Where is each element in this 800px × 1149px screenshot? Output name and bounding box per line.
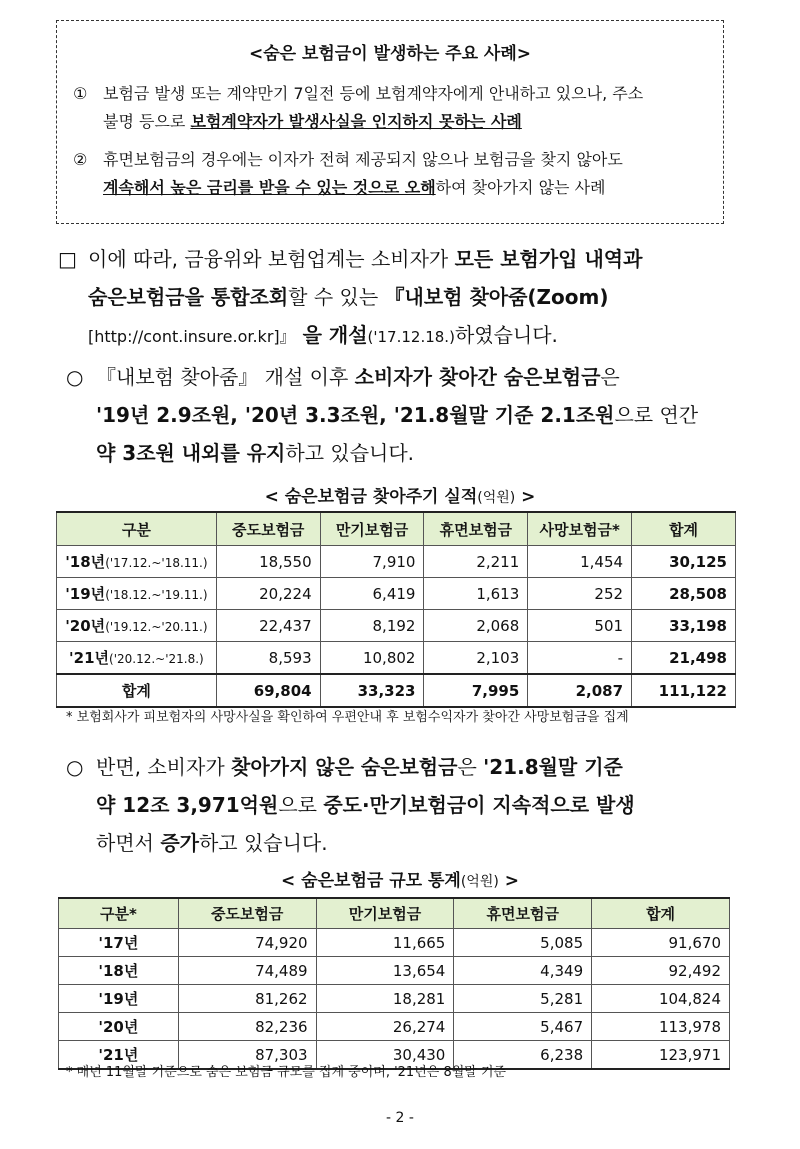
table1-footnote: * 보험회사가 피보험자의 사망사실을 확인하여 우편안내 후 보험수익자가 찾아간 사망보험금을 집계 [66,710,629,725]
table2-footnote: * 매년 11월말 기준으로 숨은 보험금 규모를 집계 중이며, '21년은 8월말 기준 [66,1065,507,1080]
text: 으로 [278,793,324,817]
table-row [57,578,736,610]
row-period: ('20.12.~'21.8.) [109,652,204,666]
row-header [57,642,217,675]
table-cell: 7,995 [424,674,528,707]
text: 할 수 있는 [288,285,385,309]
row-total: 28,508 [632,578,736,610]
table-total-row [57,674,736,707]
emphasis: 숨은보험금을 통합조회 [88,285,289,309]
table-cell: 18,550 [216,546,320,578]
row-label: '17년 [59,929,179,957]
emphasis: 찾아가지 않은 숨은보험금 [231,755,458,779]
table-row [57,546,736,578]
row-label: '18년 [59,957,179,985]
table-cell: 91,670 [592,929,730,957]
column-header: 중도보험금 [216,512,320,546]
table-unit: (억원) [477,490,516,506]
text: 은 [600,365,620,389]
table-title-end: > [498,871,519,891]
text: 하면서 [96,831,161,855]
case-item [73,146,707,202]
text: 으로 연간 [614,403,699,427]
table-cell: 82,236 [178,1013,316,1041]
table-cell: 74,489 [178,957,316,985]
row-period: ('18.12.~'19.11.) [105,588,208,602]
table-cell: 123,971 [592,1041,730,1070]
table-cell: 13,654 [316,957,454,985]
row-total: 30,125 [632,546,736,578]
column-header: 사망보험금* [528,512,632,546]
table-cell: 92,492 [592,957,730,985]
table-cell: 18,281 [316,985,454,1013]
table-cell: 4,349 [454,957,592,985]
text: 은 [457,755,484,779]
column-header: 구분 [57,512,217,546]
case-line: 휴면보험금의 경우에는 이자가 전혀 제공되지 않으나 보험금을 찾지 않아도 [103,150,623,169]
table-cell: 8,192 [320,610,424,642]
case-text: 불명 등으로 [103,112,191,131]
table2-title [0,866,800,891]
table-cell: 11,665 [316,929,454,957]
column-header: 중도보험금 [178,898,316,929]
page-number: - 2 - [386,1110,414,1126]
emphasis: '21.8월말 기준 [483,755,623,779]
emphasis: 모든 보험가입 내역과 [454,247,643,271]
date: ('17.12.18.) [367,328,455,346]
column-header: 구분* [59,898,179,929]
found-insurance-table [56,511,736,708]
paragraph-zoom-service [58,240,748,356]
circle-bullet: ○ [66,365,84,389]
paragraph-found-insurance [66,358,746,472]
table-cell: 252 [528,578,632,610]
text: 『내보험 찾아줌』 개설 이후 [96,365,355,389]
row-label: '18년 [65,553,106,571]
table-cell: - [528,642,632,675]
table-row [59,1013,730,1041]
row-label: '20년 [65,617,106,635]
case-number: ② [73,150,88,169]
table-cell: 74,920 [178,929,316,957]
table-cell: 1,454 [528,546,632,578]
table-cell: 81,262 [178,985,316,1013]
table-cell: 6,419 [320,578,424,610]
table-cell: 33,323 [320,674,424,707]
row-header [57,610,217,642]
table-cell: 5,467 [454,1013,592,1041]
row-header: 합계 [57,674,217,707]
table-cell: 20,224 [216,578,320,610]
table-cell: 26,274 [316,1013,454,1041]
row-total: 33,198 [632,610,736,642]
case-emphasis: 보험계약자가 발생사실을 인지하지 못하는 사례 [190,112,522,131]
table-cell: 2,068 [424,610,528,642]
table-cell: 2,103 [424,642,528,675]
table-header-row [59,898,730,929]
case-number: ① [73,84,88,103]
box-title: <숨은 보험금이 발생하는 주요 사례> [248,44,532,64]
text: 하고 있습니다. [198,831,328,855]
row-label: '20년 [59,1013,179,1041]
row-period: ('17.12.~'18.11.) [105,556,208,570]
case-line: 보험금 발생 또는 계약만기 7일전 등에 보험계약자에게 안내하고 있으나, 주소 [103,84,644,103]
case-emphasis: 계속해서 높은 금리를 받을 수 있는 것으로 오해 [103,178,436,197]
table-cell: 2,211 [424,546,528,578]
emphasis: 중도·만기보험금이 지속적으로 발생 [323,793,635,817]
row-label: '19년 [65,585,106,603]
table-title-text: < 숨은보험금 찾아주기 실적 [264,487,478,507]
case-text: 하여 찾아가지 않는 사례 [435,178,606,197]
table-cell: 1,613 [424,578,528,610]
row-header [57,546,217,578]
table-cell: 69,804 [216,674,320,707]
column-header: 만기보험금 [316,898,454,929]
table-cell: 6,238 [454,1041,592,1070]
table-cell: 22,437 [216,610,320,642]
emphasis: 을 개설 [295,323,368,347]
column-header: 합계 [592,898,730,929]
table-row [59,957,730,985]
column-header: 휴면보험금 [454,898,592,929]
row-header [57,578,217,610]
row-total: 21,498 [632,642,736,675]
row-period: ('19.12.~'20.11.) [105,620,208,634]
row-label: '21년 [59,1041,179,1070]
column-header: 합계 [632,512,736,546]
table-cell: 104,824 [592,985,730,1013]
grand-total: 111,122 [632,674,736,707]
hidden-insurance-table [58,897,730,1070]
service-name: 『내보험 찾아줌(Zoom) [384,285,609,309]
column-header: 만기보험금 [320,512,424,546]
text: 하고 있습니다. [285,441,415,465]
table-row [59,929,730,957]
row-label: '19년 [59,985,179,1013]
table1-title [0,482,800,507]
text: 하였습니다. [454,323,558,347]
table-row [59,985,730,1013]
table-cell: 113,978 [592,1013,730,1041]
table-cell: 5,281 [454,985,592,1013]
case-item [73,80,707,136]
emphasis: '19년 2.9조원, '20년 3.3조원, '21.8월말 기준 2.1조원 [96,403,615,427]
paragraph-hidden-insurance [66,748,746,862]
table-cell: 87,303 [178,1041,316,1070]
circle-bullet: ○ [66,755,84,779]
text: 이에 따라, 금융위와 보험업계는 소비자가 [88,247,455,271]
table-cell: 2,087 [528,674,632,707]
table-cell: 8,593 [216,642,320,675]
emphasis: 약 3조원 내외를 유지 [96,441,286,465]
row-label: '21년 [69,649,110,667]
table-header-row [57,512,736,546]
emphasis: 증가 [160,831,199,855]
table-row [57,642,736,675]
table-cell: 5,085 [454,929,592,957]
table-cell: 10,802 [320,642,424,675]
cases-box [56,20,724,224]
table-row [57,610,736,642]
table-title-text: < 숨은보험금 규모 통계 [281,871,461,891]
checkbox-bullet: □ [58,247,77,271]
table-title-end: > [515,487,536,507]
column-header: 휴면보험금 [424,512,528,546]
table-unit: (억원) [460,874,499,890]
emphasis: 약 12조 3,971억원 [96,793,279,817]
service-url: [http://cont.insure.or.kr]』 [88,327,296,346]
table-cell: 30,430 [316,1041,454,1070]
emphasis: 소비자가 찾아간 숨은보험금 [354,365,601,389]
table-cell: 501 [528,610,632,642]
text: 반면, 소비자가 [96,755,231,779]
table-cell: 7,910 [320,546,424,578]
